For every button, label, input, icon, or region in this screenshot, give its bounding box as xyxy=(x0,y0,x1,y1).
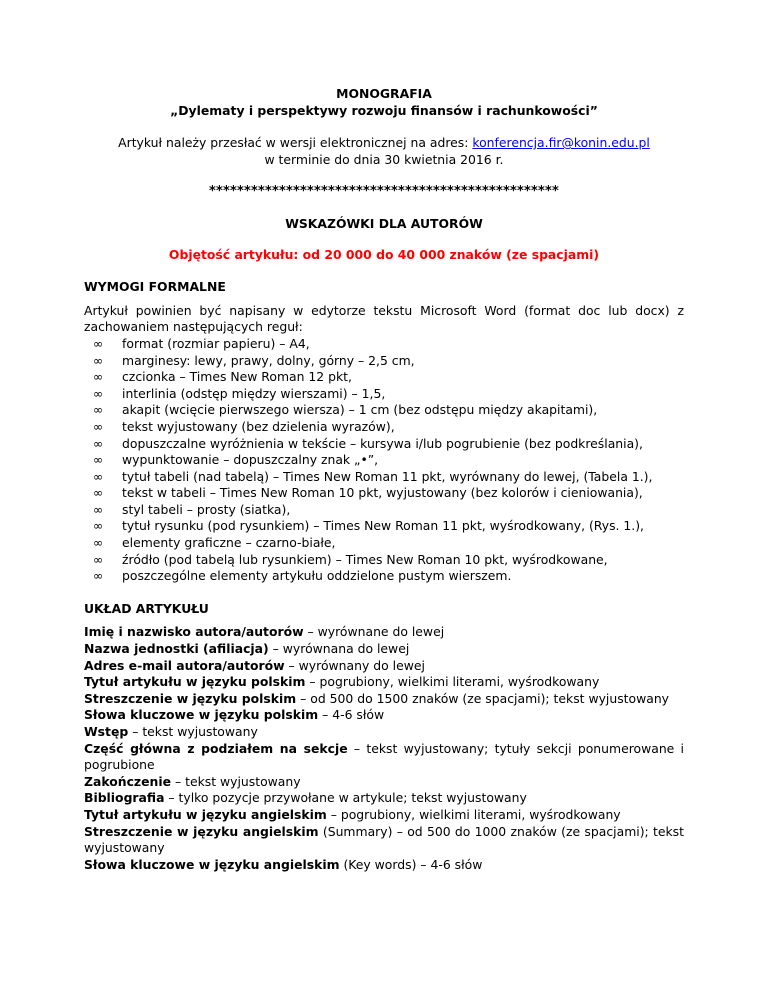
document-title: MONOGRAFIA xyxy=(336,86,432,101)
rule-text: dopuszczalne wyróżnienia w tekście – kursywa i/lub pogrubienie (bez podkreślania), xyxy=(122,435,643,451)
rule-item xyxy=(84,436,684,453)
layout-item-desc: – wyrównane do lewej xyxy=(303,624,445,640)
volume-requirement: Objętość artykułu: od 20 000 do 40 000 znaków (ze spacjami) xyxy=(168,246,600,262)
rule-text: czcionka – Times New Roman 12 pkt, xyxy=(122,369,352,385)
layout-item xyxy=(84,624,684,641)
layout-item-key: Adres e-mail autora/autorów xyxy=(84,657,285,673)
rule-text: tytuł rysunku (pod rysunkiem) – Times New Roman 11 pkt, wyśrodkowany, (Rys. 1.), xyxy=(122,518,644,534)
infinity-bullet-icon: ∞ xyxy=(92,501,104,517)
page-content xyxy=(84,86,684,873)
rule-text: tekst wyjustowany (bez dzielenia wyrazów), xyxy=(122,418,395,434)
rule-item xyxy=(84,469,684,486)
rule-item xyxy=(84,485,684,502)
rule-item xyxy=(84,452,684,469)
layout-item-desc: – tekst wyjustowany xyxy=(128,724,258,739)
infinity-bullet-icon: ∞ xyxy=(92,418,104,434)
rule-text: styl tabeli – prosty (siatka), xyxy=(122,501,291,517)
layout-item xyxy=(84,857,684,874)
layout-item xyxy=(84,741,684,774)
layout-item-desc: (Summary) – od 500 do 1000 znaków (ze spacjami); tekst wyjustowany xyxy=(84,823,684,856)
rule-item xyxy=(84,386,684,403)
rule-text: tekst w tabeli – Times New Roman 10 pkt, wyjustowany (bez kolorów i cieniowania), xyxy=(122,485,643,501)
submission-info xyxy=(84,135,684,168)
layout-item-desc: – pogrubiony, wielkimi literami, wyśrodkowany xyxy=(305,674,600,690)
layout-item-key: Tytuł artykułu w języku angielskim xyxy=(84,806,327,822)
infinity-bullet-icon: ∞ xyxy=(92,485,104,501)
rule-text: poszczególne elementy artykułu oddzielone pustym wierszem. xyxy=(122,568,512,584)
formal-requirements-heading: WYMOGI FORMALNE xyxy=(84,279,226,295)
rule-text: wypunktowanie – dopuszczalny znak „•”, xyxy=(122,452,379,468)
rule-item xyxy=(84,336,684,353)
layout-item-desc: – tekst wyjustowany; tytuły sekcji ponumerowane i pogrubione xyxy=(84,740,685,773)
rule-text: marginesy: lewy, prawy, dolny, górny – 2,5 cm, xyxy=(122,352,415,368)
layout-item-key: Nazwa jednostki (afiliacja) xyxy=(84,641,269,657)
layout-item-desc: – tekst wyjustowany xyxy=(171,773,301,789)
infinity-bullet-icon: ∞ xyxy=(92,468,104,484)
layout-item-desc: – pogrubiony, wielkimi literami, wyśrodkowany xyxy=(326,806,621,822)
layout-item-key: Wstęp xyxy=(84,724,129,739)
infinity-bullet-icon: ∞ xyxy=(92,369,104,385)
document-subtitle: „Dylematy i perspektywy rozwoju finansów i rachunkowości” xyxy=(170,102,598,118)
rule-item xyxy=(84,502,684,519)
rule-text: tytuł tabeli (nad tabelą) – Times New Roman 11 pkt, wyrównany do lewej, (Tabela 1.), xyxy=(122,468,653,484)
layout-item xyxy=(84,691,684,708)
infinity-bullet-icon: ∞ xyxy=(92,535,104,551)
layout-item-desc: – od 500 do 1500 znaków (ze spacjami); tekst wyjustowany xyxy=(296,690,670,706)
layout-item-key: Słowa kluczowe w języku polskim xyxy=(84,707,319,723)
infinity-bullet-icon: ∞ xyxy=(92,518,104,534)
layout-item-key: Zakończenie xyxy=(84,773,172,789)
infinity-bullet-icon: ∞ xyxy=(92,568,104,584)
infinity-bullet-icon: ∞ xyxy=(92,402,104,418)
rule-item xyxy=(84,419,684,436)
rule-text: format (rozmiar papieru) – A4, xyxy=(122,335,310,351)
formal-rules-list xyxy=(84,336,684,585)
layout-item xyxy=(84,658,684,675)
layout-item-desc: – wyrównany do lewej xyxy=(284,657,425,673)
rule-text: akapit (wcięcie pierwszego wiersza) – 1 cm (bez odstępu między akapitami), xyxy=(122,402,598,418)
layout-item-key: Streszczenie w języku angielskim xyxy=(84,823,319,839)
infinity-bullet-icon: ∞ xyxy=(92,385,104,401)
layout-item-key: Bibliografia xyxy=(84,790,165,806)
separator-line: ************************************************** xyxy=(209,184,559,200)
rule-text: źródło (pod tabelą lub rysunkiem) – Times New Roman 10 pkt, wyśrodkowane, xyxy=(122,551,608,567)
guidelines-heading: WSKAZÓWKI DLA AUTORÓW xyxy=(285,215,483,231)
rule-text: elementy graficzne – czarno-białe, xyxy=(122,535,336,551)
layout-item xyxy=(84,807,684,824)
rule-item xyxy=(84,353,684,370)
email-link[interactable]: konferencja.fir@konin.edu.pl xyxy=(472,135,650,151)
layout-item-key: Streszczenie w języku polskim xyxy=(84,690,297,706)
infinity-bullet-icon: ∞ xyxy=(92,435,104,451)
article-layout-list xyxy=(84,624,684,873)
infinity-bullet-icon: ∞ xyxy=(92,452,104,468)
layout-item-desc: – wyrównana do lewej xyxy=(268,641,410,657)
layout-item-desc: (Key words) – 4-6 słów xyxy=(339,856,483,872)
layout-item-key: Tytuł artykułu w języku polskim xyxy=(84,674,306,690)
layout-item-desc: – tylko pozycje przywołane w artykule; tekst wyjustowany xyxy=(164,790,527,806)
layout-item-key: Część główna z podziałem na sekcje xyxy=(84,740,348,756)
rule-item xyxy=(84,552,684,569)
rule-text: interlinia (odstęp między wierszami) – 1,5, xyxy=(122,385,386,401)
rule-item xyxy=(84,518,684,535)
layout-item xyxy=(84,790,684,807)
layout-item xyxy=(84,641,684,658)
layout-item-key: Słowa kluczowe w języku angielskim xyxy=(84,856,340,872)
rule-item xyxy=(84,402,684,419)
article-layout-heading: UKŁAD ARTYKUŁU xyxy=(84,600,209,616)
rule-item xyxy=(84,568,684,585)
layout-item xyxy=(84,707,684,724)
layout-item-desc: – 4-6 słów xyxy=(318,707,385,723)
deadline-text: w terminie do dnia 30 kwietnia 2016 r. xyxy=(264,151,504,167)
submission-text: Artykuł należy przesłać w wersji elektronicznej na adres: xyxy=(118,135,473,151)
formal-intro: Artykuł powinien być napisany w edytorze tekstu Microsoft Word (format doc lub docx) z zachowaniem następujących reguł: xyxy=(84,302,684,335)
layout-item-key: Imię i nazwisko autora/autorów xyxy=(84,624,304,640)
infinity-bullet-icon: ∞ xyxy=(92,335,104,351)
layout-item xyxy=(84,774,684,791)
rule-item xyxy=(84,369,684,386)
infinity-bullet-icon: ∞ xyxy=(92,352,104,368)
layout-item xyxy=(84,674,684,691)
layout-item xyxy=(84,824,684,857)
infinity-bullet-icon: ∞ xyxy=(92,551,104,567)
layout-item xyxy=(84,724,684,741)
rule-item xyxy=(84,535,684,552)
